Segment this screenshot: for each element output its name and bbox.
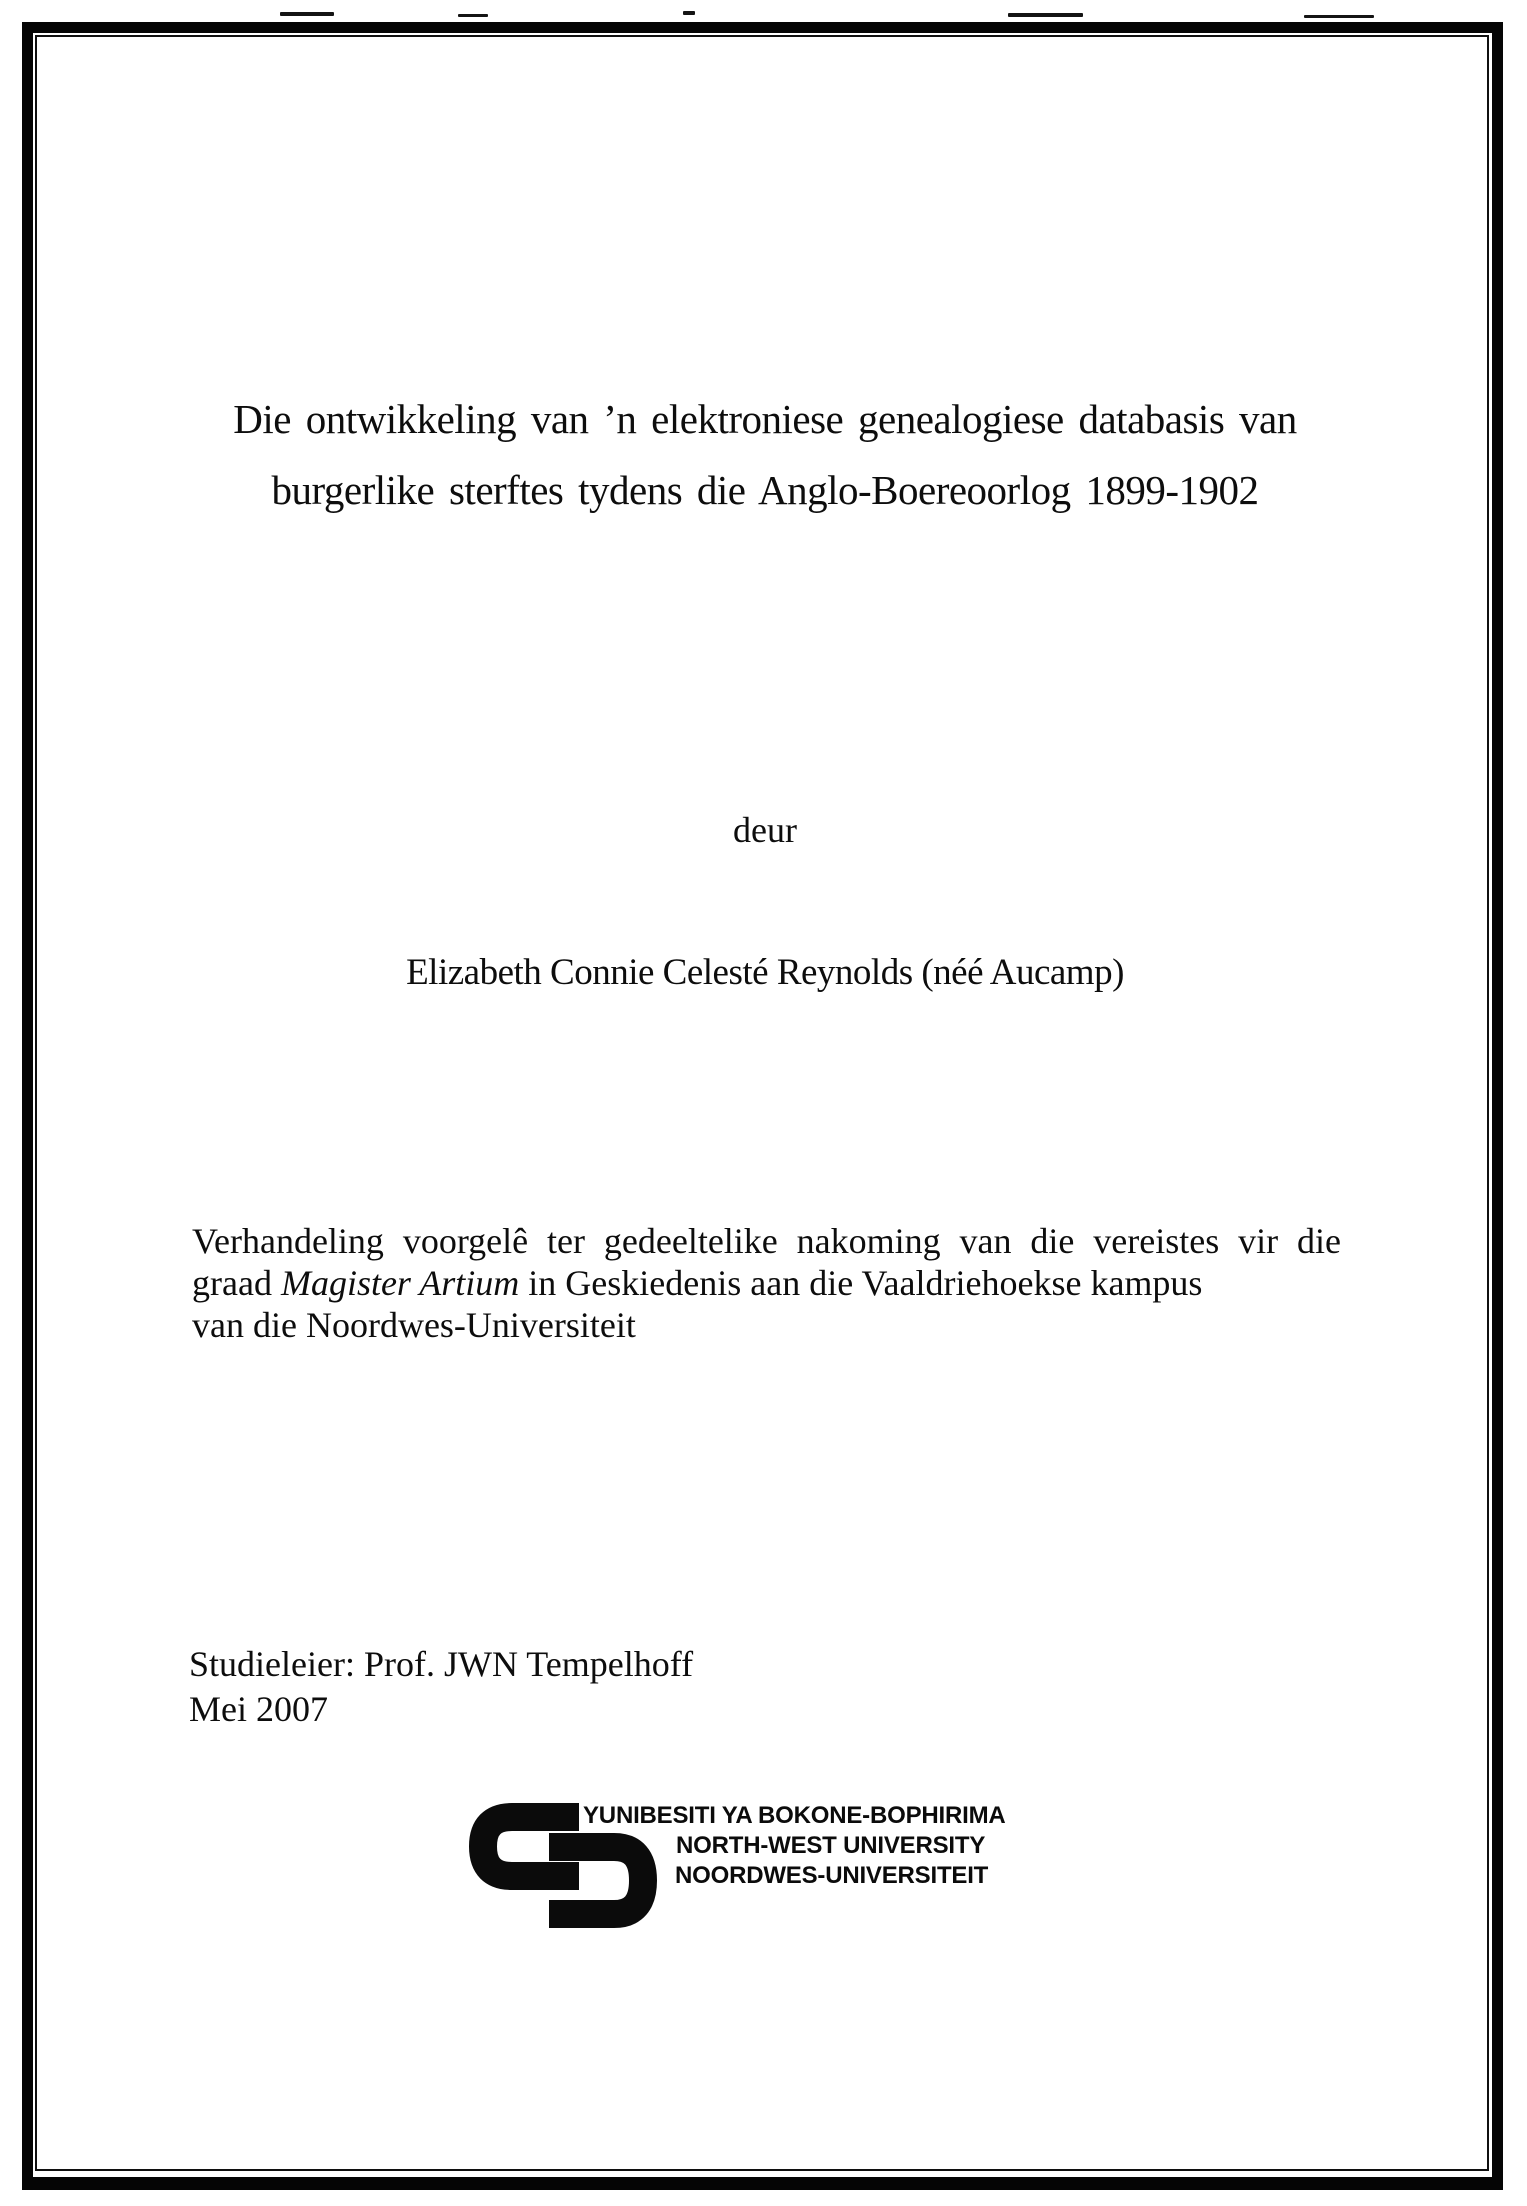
date-line: Mei 2007	[189, 1689, 328, 1729]
degree-statement-line1: Verhandeling voorgelê ter gedeeltelike nakoming van die vereistes vir die	[192, 1221, 1341, 1261]
supervisor-line: Studieleier: Prof. JWN Tempelhoff	[189, 1644, 694, 1684]
degree-statement	[192, 1220, 1341, 1346]
scan-speck	[1304, 15, 1374, 18]
thesis-title-line2: burgerlike sterftes tydens die Anglo-Boereoorlog 1899-1902	[271, 467, 1259, 513]
logo-text-setswana: YUNIBESITI YA BOKONE-BOPHIRIMA	[583, 1802, 1006, 1829]
degree-statement-line2: graad Magister Artium in Geskiedenis aan die Vaaldriehoekse kampus	[192, 1263, 1203, 1303]
degree-statement-line3: van die Noordwes-Universiteit	[192, 1305, 636, 1345]
author-name: Elizabeth Connie Celesté Reynolds (néé Aucamp)	[406, 952, 1124, 993]
thesis-title	[190, 384, 1340, 526]
logo-text-afrikaans: NOORDWES-UNIVERSITEIT	[675, 1862, 989, 1889]
logo-text-english: NORTH-WEST UNIVERSITY	[676, 1832, 986, 1859]
university-logo	[467, 1802, 1107, 1962]
degree-name-italic: Magister Artium	[280, 1263, 520, 1303]
scan-speck	[458, 14, 488, 17]
scan-speck	[280, 12, 334, 16]
supervisor-block	[189, 1642, 1089, 1732]
byline: deur	[733, 810, 797, 850]
thesis-title-line1: Die ontwikkeling van ’n elektroniese genealogiese databasis van	[233, 396, 1297, 442]
scan-speck	[683, 11, 695, 15]
scan-speck	[1008, 13, 1083, 17]
